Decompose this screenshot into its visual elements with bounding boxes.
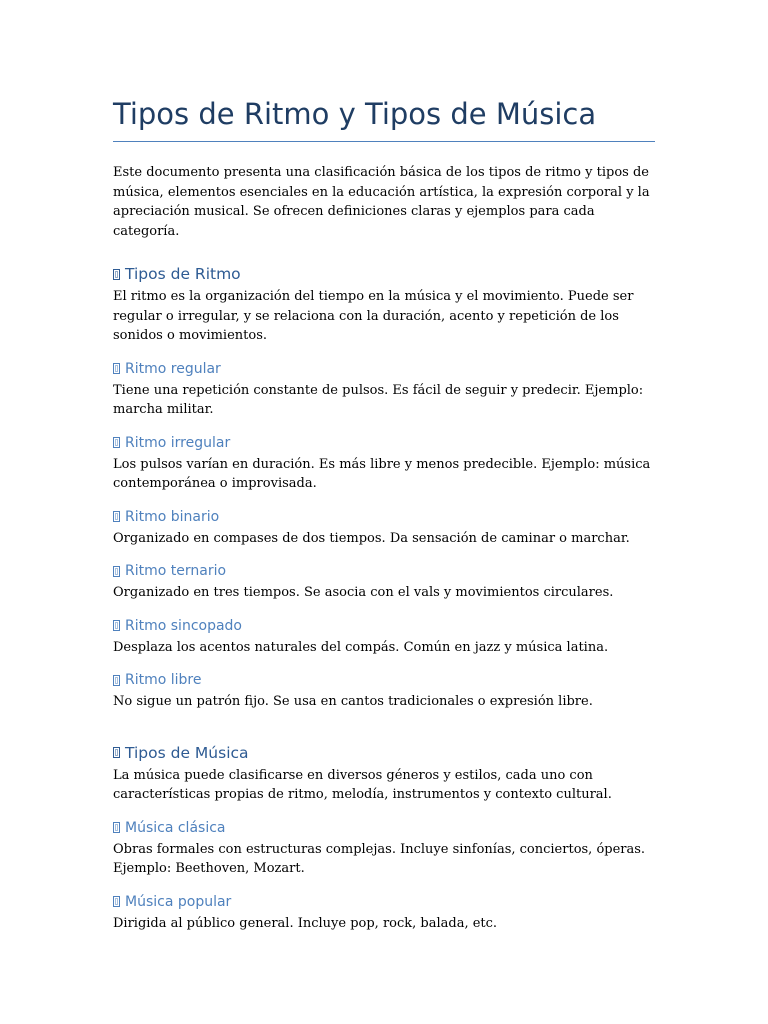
missing-glyph-icon [113, 620, 120, 631]
subheading-musica-popular: Música popular [113, 892, 655, 912]
item-paragraph: Tiene una repetición constante de pulsos. Es fácil de seguir y predecir. Ejemplo: marcha militar. [113, 382, 644, 417]
missing-glyph-icon [113, 269, 120, 280]
item-paragraph: No sigue un patrón fijo. Se usa en cantos tradicionales o expresión libre. [113, 694, 593, 709]
missing-glyph-icon [113, 437, 120, 448]
section-heading: Tipos de Ritmo [113, 263, 655, 285]
subheading-ritmo-sincopado: Ritmo sincopado [113, 616, 655, 636]
item-paragraph: Los pulsos varían en duración. Es más libre y menos predecible. Ejemplo: música contemporánea o improvisada. [113, 456, 651, 491]
subheading-ritmo-libre: Ritmo libre [113, 670, 655, 690]
item-paragraph: Dirigida al público general. Incluye pop, rock, balada, etc. [113, 915, 498, 931]
section-paragraph: La música puede clasificarse en diversos géneros y estilos, cada uno con características propias de ritmo, melodía, instrumentos y contexto cultural. [113, 767, 612, 802]
subheading-musica-clasica: Música clásica [113, 818, 655, 838]
item-paragraph: Organizado en compases de dos tiempos. Da sensación de caminar o marchar. [113, 530, 630, 546]
item-paragraph: Organizado en tres tiempos. Se asocia con el vals y movimientos circulares. [113, 585, 614, 600]
missing-glyph-icon [113, 896, 120, 907]
missing-glyph-icon [113, 675, 120, 686]
missing-glyph-icon [113, 566, 120, 577]
section-paragraph: El ritmo es la organización del tiempo en la música y el movimiento. Puede ser regular o irregular, y se relaciona con la duración, acento y repetición de los sonidos o movimientos. [113, 289, 634, 343]
missing-glyph-icon [113, 747, 120, 758]
intro-paragraph: Este documento presenta una clasificación básica de los tipos de ritmo y tipos de música, elementos esenciales en la educación artística, la expresión corporal y la apreciación musical. Se ofrecen definiciones claras y ejemplos para cada categoría. [113, 165, 650, 239]
item-paragraph: Desplaza los acentos naturales del compás. Común en jazz y música latina. [113, 639, 609, 655]
subheading-ritmo-irregular: Ritmo irregular [113, 433, 655, 453]
item-paragraph: Obras formales con estructuras complejas. Incluye sinfonías, conciertos, óperas. Ejemplo: Beethoven, Mozart. [113, 841, 646, 876]
subheading-ritmo-ternario: Ritmo ternario [113, 561, 655, 581]
subheading-ritmo-regular: Ritmo regular [113, 359, 655, 379]
document-page [113, 94, 655, 933]
page-title: Tipos de Ritmo y Tipos de Música [113, 94, 655, 142]
subheading-ritmo-binario: Ritmo binario [113, 507, 655, 527]
missing-glyph-icon [113, 363, 120, 374]
missing-glyph-icon [113, 511, 120, 522]
section-tipos-de-ritmo [113, 263, 655, 712]
section-heading: Tipos de Música [113, 742, 655, 764]
missing-glyph-icon [113, 822, 120, 833]
section-tipos-de-musica [113, 742, 655, 934]
